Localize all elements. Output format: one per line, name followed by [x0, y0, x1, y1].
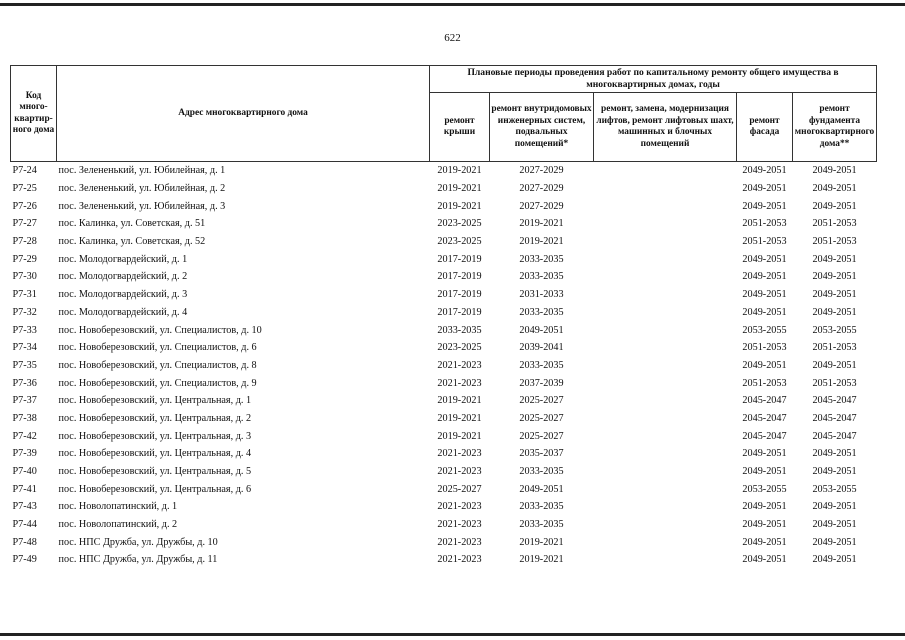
cell-roof: 2017-2019	[437, 253, 482, 265]
cell-foundation: 2049-2051	[812, 519, 857, 531]
cell-lifts	[594, 516, 737, 534]
cell-facade: 2045-2047	[742, 430, 787, 442]
cell-lifts	[594, 480, 737, 498]
cell-address: пос. Новоберезовский, ул. Центральная, д. 3	[58, 430, 252, 442]
cell-address: пос. Молодогвардейский, д. 4	[58, 306, 188, 318]
cell-foundation: 2049-2051	[812, 165, 857, 177]
cell-address: пос. Новоберезовский, ул. Центральная, д. 5	[58, 466, 252, 478]
cell-code: Р7-44	[12, 519, 37, 531]
cell-foundation: 2049-2051	[812, 183, 857, 195]
table-row	[11, 304, 877, 322]
cell-facade: 2053-2055	[742, 324, 787, 336]
cell-foundation: 2049-2051	[812, 448, 857, 460]
cell-address: пос. Зелененький, ул. Юбилейная, д. 1	[58, 165, 226, 177]
cell-systems: 2039-2041	[519, 342, 564, 354]
cell-systems: 2019-2021	[519, 536, 564, 548]
cell-address: пос. Новоберезовский, ул. Специалистов, д. 8	[58, 359, 257, 371]
cell-lifts	[594, 392, 737, 410]
table-row	[11, 250, 877, 268]
cell-systems: 2019-2021	[519, 554, 564, 566]
table-row	[11, 339, 877, 357]
cell-systems: 2049-2051	[519, 324, 564, 336]
cell-systems: 2033-2035	[519, 253, 564, 265]
cell-systems: 2037-2039	[519, 377, 564, 389]
cell-address: пос. Новоберезовский, ул. Центральная, д. 1	[58, 395, 252, 407]
cell-facade: 2049-2051	[742, 200, 787, 212]
table-header	[11, 66, 877, 162]
cell-facade: 2049-2051	[742, 359, 787, 371]
cell-roof: 2021-2023	[437, 448, 482, 460]
cell-facade: 2051-2053	[742, 342, 787, 354]
cell-code: Р7-31	[12, 289, 37, 301]
table-row	[11, 516, 877, 534]
cell-roof: 2021-2023	[437, 554, 482, 566]
cell-lifts	[594, 233, 737, 251]
cell-systems: 2049-2051	[519, 483, 564, 495]
cell-code: Р7-37	[12, 395, 37, 407]
cell-roof: 2019-2021	[437, 200, 482, 212]
page-number: 622	[444, 32, 461, 44]
header-foundation: ремонт фундамента многоквартирного дома**	[793, 93, 877, 162]
cell-lifts	[594, 286, 737, 304]
table-row	[11, 410, 877, 428]
header-lifts: ремонт, замена, модернизация лифтов, ремонт лифтовых шахт, машинных и блочных помещений	[594, 93, 737, 162]
cell-facade: 2049-2051	[742, 519, 787, 531]
table-row	[11, 533, 877, 551]
cell-address: пос. Новоберезовский, ул. Специалистов, д. 9	[58, 377, 257, 389]
cell-lifts	[594, 250, 737, 268]
table-row	[11, 180, 877, 198]
cell-roof: 2017-2019	[437, 306, 482, 318]
table-row	[11, 233, 877, 251]
cell-facade: 2045-2047	[742, 412, 787, 424]
cell-facade: 2049-2051	[742, 536, 787, 548]
table-row	[11, 427, 877, 445]
table-row	[11, 268, 877, 286]
cell-lifts	[594, 463, 737, 481]
cell-roof: 2023-2025	[437, 218, 482, 230]
cell-foundation: 2045-2047	[812, 395, 857, 407]
cell-systems: 2019-2021	[519, 236, 564, 248]
table-row	[11, 162, 877, 180]
cell-foundation: 2051-2053	[812, 377, 857, 389]
cell-roof: 2019-2021	[437, 165, 482, 177]
cell-foundation: 2049-2051	[812, 536, 857, 548]
cell-code: Р7-25	[12, 183, 37, 195]
table-row	[11, 445, 877, 463]
cell-foundation: 2051-2053	[812, 342, 857, 354]
cell-roof: 2025-2027	[437, 483, 482, 495]
cell-foundation: 2049-2051	[812, 271, 857, 283]
cell-code: Р7-28	[12, 236, 37, 248]
header-group: Плановые периоды проведения работ по капитальному ремонту общего имущества в многоквартирных домах, годы	[430, 66, 877, 93]
cell-facade: 2049-2051	[742, 448, 787, 460]
table-row	[11, 392, 877, 410]
cell-systems: 2033-2035	[519, 306, 564, 318]
cell-address: пос. Зелененький, ул. Юбилейная, д. 3	[58, 200, 226, 212]
table-row	[11, 551, 877, 569]
cell-lifts	[594, 339, 737, 357]
table-row	[11, 197, 877, 215]
cell-foundation: 2045-2047	[812, 412, 857, 424]
cell-code: Р7-36	[12, 377, 37, 389]
cell-lifts	[594, 551, 737, 569]
cell-lifts	[594, 304, 737, 322]
cell-systems: 2033-2035	[519, 359, 564, 371]
cell-systems: 2019-2021	[519, 218, 564, 230]
cell-lifts	[594, 197, 737, 215]
cell-facade: 2049-2051	[742, 554, 787, 566]
cell-code: Р7-30	[12, 271, 37, 283]
cell-address: пос. Новоберезовский, ул. Центральная, д. 4	[58, 448, 252, 460]
header-roof: ремонт крыши	[430, 93, 490, 162]
cell-address: пос. Новоберезовский, ул. Центральная, д. 6	[58, 483, 252, 495]
cell-foundation: 2049-2051	[812, 289, 857, 301]
cell-lifts	[594, 162, 737, 180]
cell-foundation: 2045-2047	[812, 430, 857, 442]
cell-address: пос. Новоберезовский, ул. Специалистов, д. 10	[58, 324, 262, 336]
cell-systems: 2025-2027	[519, 412, 564, 424]
cell-systems: 2025-2027	[519, 430, 564, 442]
cell-facade: 2049-2051	[742, 165, 787, 177]
table-row	[11, 374, 877, 392]
cell-roof: 2017-2019	[437, 289, 482, 301]
cell-code: Р7-29	[12, 253, 37, 265]
cell-code: Р7-27	[12, 218, 37, 230]
table-row	[11, 286, 877, 304]
cell-code: Р7-35	[12, 359, 37, 371]
cell-foundation: 2051-2053	[812, 236, 857, 248]
cell-lifts	[594, 498, 737, 516]
cell-code: Р7-40	[12, 466, 37, 478]
cell-foundation: 2049-2051	[812, 554, 857, 566]
table-row	[11, 480, 877, 498]
cell-systems: 2031-2033	[519, 289, 564, 301]
cell-address: пос. Молодогвардейский, д. 3	[58, 289, 188, 301]
cell-systems: 2027-2029	[519, 183, 564, 195]
cell-lifts	[594, 410, 737, 428]
table-row	[11, 321, 877, 339]
cell-code: Р7-33	[12, 324, 37, 336]
cell-systems: 2027-2029	[519, 165, 564, 177]
cell-roof: 2033-2035	[437, 324, 482, 336]
cell-foundation: 2049-2051	[812, 200, 857, 212]
cell-foundation: 2049-2051	[812, 501, 857, 513]
cell-facade: 2049-2051	[742, 501, 787, 513]
cell-facade: 2049-2051	[742, 253, 787, 265]
cell-facade: 2051-2053	[742, 377, 787, 389]
cell-lifts	[594, 268, 737, 286]
cell-facade: 2049-2051	[742, 306, 787, 318]
cell-address: пос. Калинка, ул. Советская, д. 51	[58, 218, 206, 230]
cell-systems: 2033-2035	[519, 501, 564, 513]
cell-code: Р7-42	[12, 430, 37, 442]
cell-roof: 2017-2019	[437, 271, 482, 283]
cell-lifts	[594, 357, 737, 375]
repair-schedule-table	[10, 65, 877, 569]
cell-facade: 2049-2051	[742, 289, 787, 301]
cell-systems: 2027-2029	[519, 200, 564, 212]
cell-systems: 2033-2035	[519, 519, 564, 531]
table-row	[11, 463, 877, 481]
cell-address: пос. Молодогвардейский, д. 2	[58, 271, 188, 283]
table-body	[11, 162, 877, 569]
cell-systems: 2025-2027	[519, 395, 564, 407]
header-systems: ремонт внутридомовых инженерных систем, подвальных помещений*	[490, 93, 594, 162]
cell-facade: 2051-2053	[742, 218, 787, 230]
cell-systems: 2033-2035	[519, 466, 564, 478]
cell-code: Р7-34	[12, 342, 37, 354]
cell-foundation: 2049-2051	[812, 306, 857, 318]
cell-address: пос. Новолопатинский, д. 2	[58, 519, 178, 531]
table-row	[11, 498, 877, 516]
cell-address: пос. Новоберезовский, ул. Специалистов, д. 6	[58, 342, 257, 354]
cell-code: Р7-32	[12, 306, 37, 318]
cell-address: пос. Новоберезовский, ул. Центральная, д. 2	[58, 412, 252, 424]
cell-roof: 2019-2021	[437, 430, 482, 442]
cell-code: Р7-38	[12, 412, 37, 424]
cell-lifts	[594, 445, 737, 463]
top-rule	[0, 3, 905, 6]
cell-facade: 2051-2053	[742, 236, 787, 248]
bottom-rule	[0, 633, 905, 636]
cell-roof: 2021-2023	[437, 536, 482, 548]
cell-roof: 2019-2021	[437, 183, 482, 195]
cell-roof: 2023-2025	[437, 236, 482, 248]
cell-roof: 2021-2023	[437, 359, 482, 371]
cell-code: Р7-41	[12, 483, 37, 495]
cell-code: Р7-26	[12, 200, 37, 212]
cell-foundation: 2051-2053	[812, 218, 857, 230]
cell-facade: 2049-2051	[742, 466, 787, 478]
cell-code: Р7-49	[12, 554, 37, 566]
cell-lifts	[594, 374, 737, 392]
cell-code: Р7-39	[12, 448, 37, 460]
cell-facade: 2053-2055	[742, 483, 787, 495]
cell-roof: 2021-2023	[437, 519, 482, 531]
cell-lifts	[594, 180, 737, 198]
cell-facade: 2049-2051	[742, 271, 787, 283]
cell-roof: 2021-2023	[437, 377, 482, 389]
cell-lifts	[594, 533, 737, 551]
cell-foundation: 2049-2051	[812, 359, 857, 371]
cell-code: Р7-24	[12, 165, 37, 177]
cell-foundation: 2049-2051	[812, 253, 857, 265]
cell-address: пос. НПС Дружба, ул. Дружбы, д. 11	[58, 554, 218, 566]
cell-lifts	[594, 321, 737, 339]
cell-foundation: 2053-2055	[812, 483, 857, 495]
cell-facade: 2049-2051	[742, 183, 787, 195]
cell-lifts	[594, 215, 737, 233]
cell-code: Р7-43	[12, 501, 37, 513]
cell-facade: 2045-2047	[742, 395, 787, 407]
table-row	[11, 215, 877, 233]
header-code: Код много-квартир-ного дома	[11, 66, 57, 162]
cell-address: пос. Калинка, ул. Советская, д. 52	[58, 236, 206, 248]
cell-roof: 2023-2025	[437, 342, 482, 354]
header-address: Адрес многоквартирного дома	[57, 66, 430, 162]
cell-foundation: 2053-2055	[812, 324, 857, 336]
cell-code: Р7-48	[12, 536, 37, 548]
cell-foundation: 2049-2051	[812, 466, 857, 478]
cell-lifts	[594, 427, 737, 445]
cell-address: пос. Молодогвардейский, д. 1	[58, 253, 188, 265]
cell-address: пос. Зелененький, ул. Юбилейная, д. 2	[58, 183, 226, 195]
cell-roof: 2019-2021	[437, 412, 482, 424]
cell-systems: 2033-2035	[519, 271, 564, 283]
cell-roof: 2021-2023	[437, 501, 482, 513]
cell-roof: 2021-2023	[437, 466, 482, 478]
cell-roof: 2019-2021	[437, 395, 482, 407]
cell-address: пос. Новолопатинский, д. 1	[58, 501, 178, 513]
table-row	[11, 357, 877, 375]
header-facade: ремонт фасада	[737, 93, 793, 162]
cell-address: пос. НПС Дружба, ул. Дружбы, д. 10	[58, 536, 218, 548]
cell-systems: 2035-2037	[519, 448, 564, 460]
